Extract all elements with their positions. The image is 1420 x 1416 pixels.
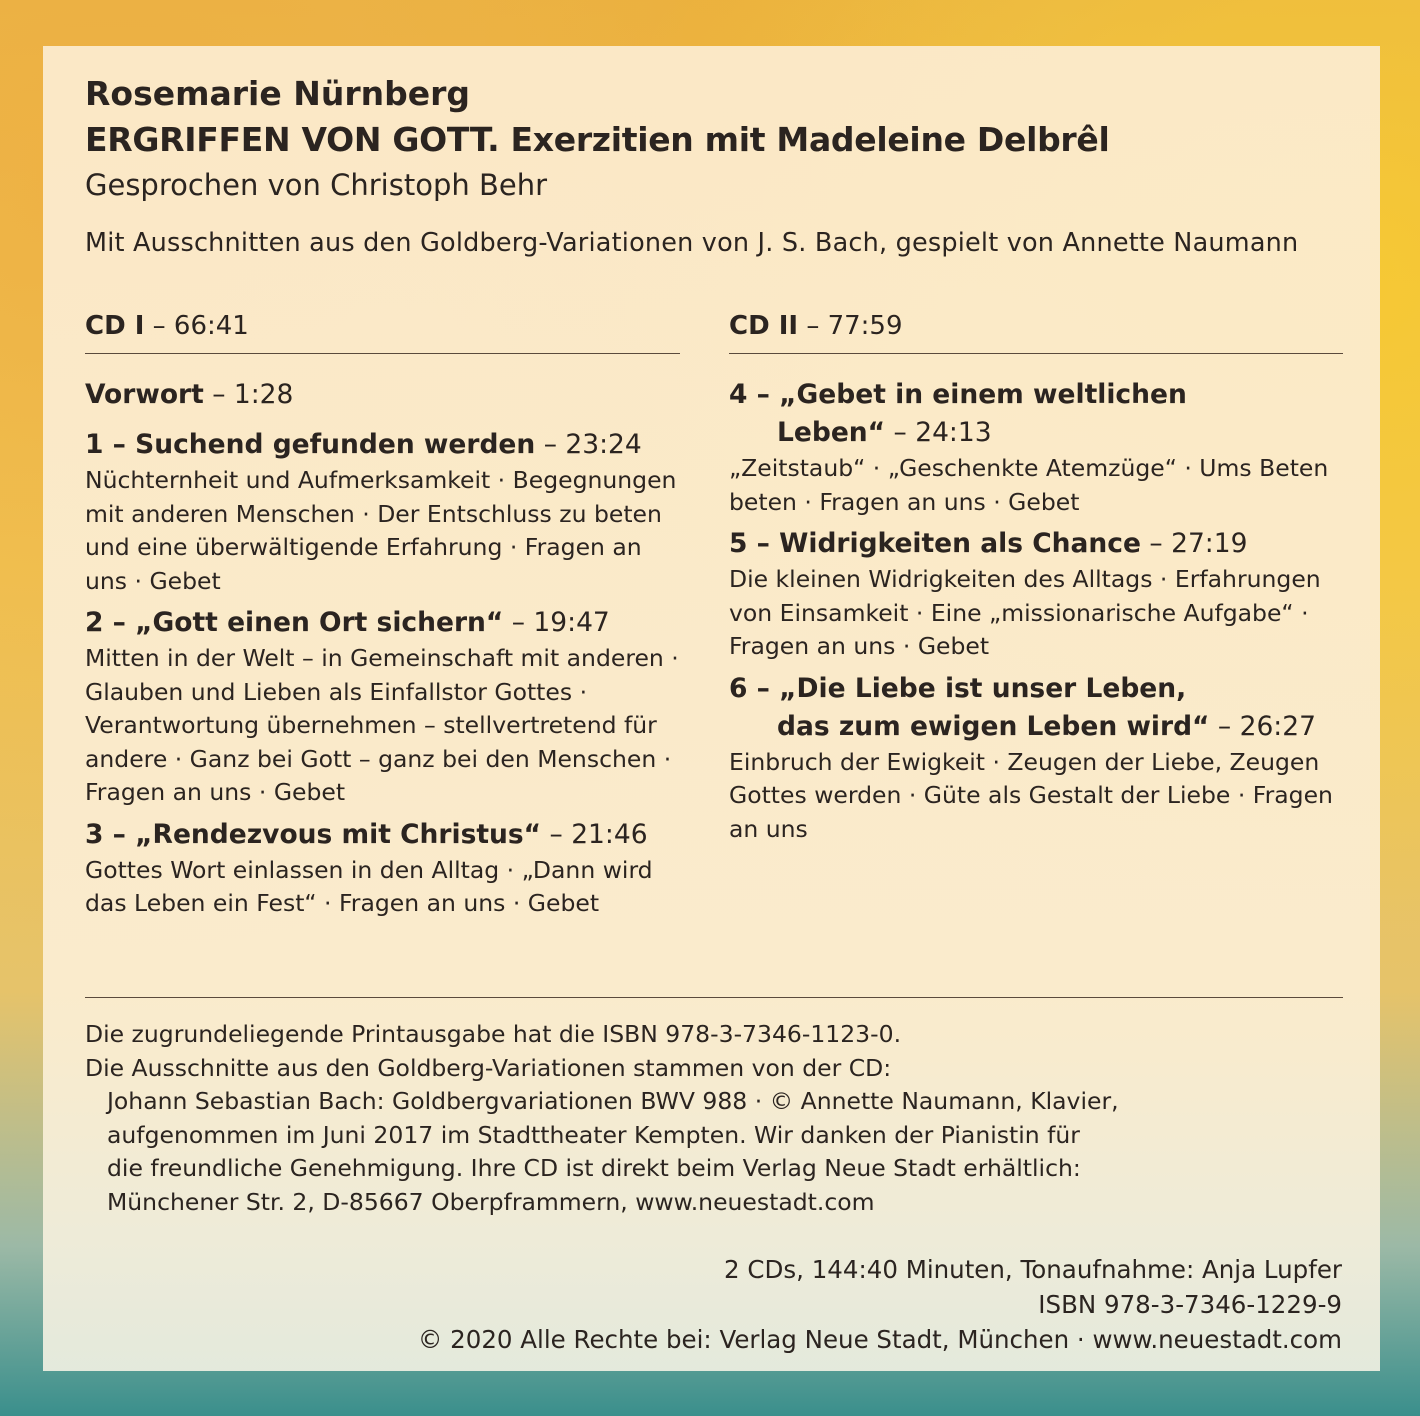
cd2-duration: – 77:59 xyxy=(806,311,903,341)
isbn: ISBN 978-3-7346-1229-9 xyxy=(1038,1290,1342,1319)
source-notes xyxy=(85,1018,1345,1219)
cd2-divider xyxy=(729,353,1343,354)
track-description: Gottes Wort einlassen in den Alltag · „Dann wird das Leben ein Fest“ · Fragen an uns · Gebet xyxy=(85,855,653,917)
track-duration: – 1:28 xyxy=(212,379,294,410)
album-title: ERGRIFFEN VON GOTT. Exerzitien mit Madeleine Delbrêl xyxy=(85,120,1110,159)
track-3 xyxy=(85,816,695,854)
booklet-panel xyxy=(43,46,1380,1371)
music-source-detail: Münchener Str. 2, D-85667 Oberpframmern, www.neuestadt.com xyxy=(107,1187,875,1216)
cd2-track-list xyxy=(729,376,1349,852)
cd1-heading xyxy=(85,311,249,341)
cd2-label: CD II xyxy=(729,311,799,341)
music-source-detail: die freundliche Genehmigung. Ihre CD ist direkt beim Verlag Neue Stadt erhältlich: xyxy=(107,1154,1081,1182)
track-duration: – 23:24 xyxy=(543,429,642,460)
track-4-line2 xyxy=(729,414,1349,452)
music-source-detail: aufgenommen im Juni 2017 im Stadttheater Kempten. Wir danken der Pianistin für xyxy=(107,1120,1080,1149)
track-title: 6 – „Die Liebe ist unser Leben, xyxy=(729,672,1187,704)
track-description: Einbruch der Ewigkeit · Zeugen der Liebe, Zeugen Gottes werden · Güte als Gestalt der Liebe · Fragen an uns xyxy=(729,747,1333,843)
music-source-detail: Johann Sebastian Bach: Goldbergvariationen BWV 988 · © Annette Naumann, Klavier, xyxy=(107,1087,1119,1115)
track-duration: – 27:19 xyxy=(1149,528,1248,559)
print-edition-note: Die zugrundeliegende Printausgabe hat die ISBN 978-3-7346-1123-0. xyxy=(85,1020,902,1048)
track-description: Mitten in der Welt – in Gemeinschaft mit anderen · Glauben und Lieben als Einfallstor Gottes · Verantwortung übernehmen – stellvertretend für andere · Ganz bei Gott – ganz bei den Menschen · Fragen an uns · Gebet xyxy=(85,644,679,806)
track-5 xyxy=(729,525,1349,563)
cd1-duration: – 66:41 xyxy=(152,311,249,341)
track-preface xyxy=(85,376,695,414)
track-title: 4 – „Gebet in einem weltlichen xyxy=(729,379,1187,410)
track-title: 1 – Suchend gefunden werden xyxy=(85,429,536,460)
track-duration: – 21:46 xyxy=(549,818,648,850)
production-credits xyxy=(418,1252,1342,1357)
track-title: Leben“ xyxy=(777,417,886,448)
track-description: „Zeitstaub“ · „Geschenkte Atemzüge“ · Ums Beten beten · Fragen an uns · Gebet xyxy=(729,454,1329,516)
track-6-line2 xyxy=(729,708,1349,746)
author-name: Rosemarie Nürnberg xyxy=(85,74,470,113)
cd1-track-list xyxy=(85,376,695,927)
track-duration: – 19:47 xyxy=(511,607,610,638)
cd-count-and-recording: 2 CDs, 144:40 Minuten, Tonaufnahme: Anja Lupfer xyxy=(724,1255,1342,1284)
track-duration: – 26:27 xyxy=(1217,710,1316,742)
music-note: Mit Ausschnitten aus den Goldberg-Variationen von J. S. Bach, gespielt von Annette Naumann xyxy=(85,228,1299,258)
track-2 xyxy=(85,604,695,642)
cd1-divider xyxy=(85,353,680,354)
track-title: 5 – Widrigkeiten als Chance xyxy=(729,528,1141,559)
track-1 xyxy=(85,426,695,464)
cd2-heading xyxy=(729,311,903,341)
footer-divider xyxy=(85,997,1343,998)
track-description: Nüchternheit und Aufmerksamkeit · Begegnungen mit anderen Menschen · Der Entschluss zu beten und eine überwältigende Erfahrung · Fragen an uns · Gebet xyxy=(85,466,677,595)
track-title: 2 – „Gott einen Ort sichern“ xyxy=(85,607,504,638)
track-4 xyxy=(729,376,1349,414)
speaker-credit: Gesprochen von Christoph Behr xyxy=(85,168,548,202)
cd1-label: CD I xyxy=(85,311,145,341)
track-title: das zum ewigen Leben wird“ xyxy=(777,710,1210,742)
track-title: Vorwort xyxy=(85,379,204,410)
track-6 xyxy=(729,670,1349,708)
copyright: © 2020 Alle Rechte bei: Verlag Neue Stadt, München · www.neuestadt.com xyxy=(417,1325,1342,1354)
track-duration: – 24:13 xyxy=(893,417,992,448)
music-source-note: Die Ausschnitte aus den Goldberg-Variationen stammen von der CD: xyxy=(85,1053,892,1082)
track-title: 3 – „Rendezvous mit Christus“ xyxy=(85,818,542,850)
track-description: Die kleinen Widrigkeiten des Alltags · Erfahrungen von Einsamkeit · Eine „missionarische Aufgabe“ · Fragen an uns · Gebet xyxy=(729,565,1321,660)
